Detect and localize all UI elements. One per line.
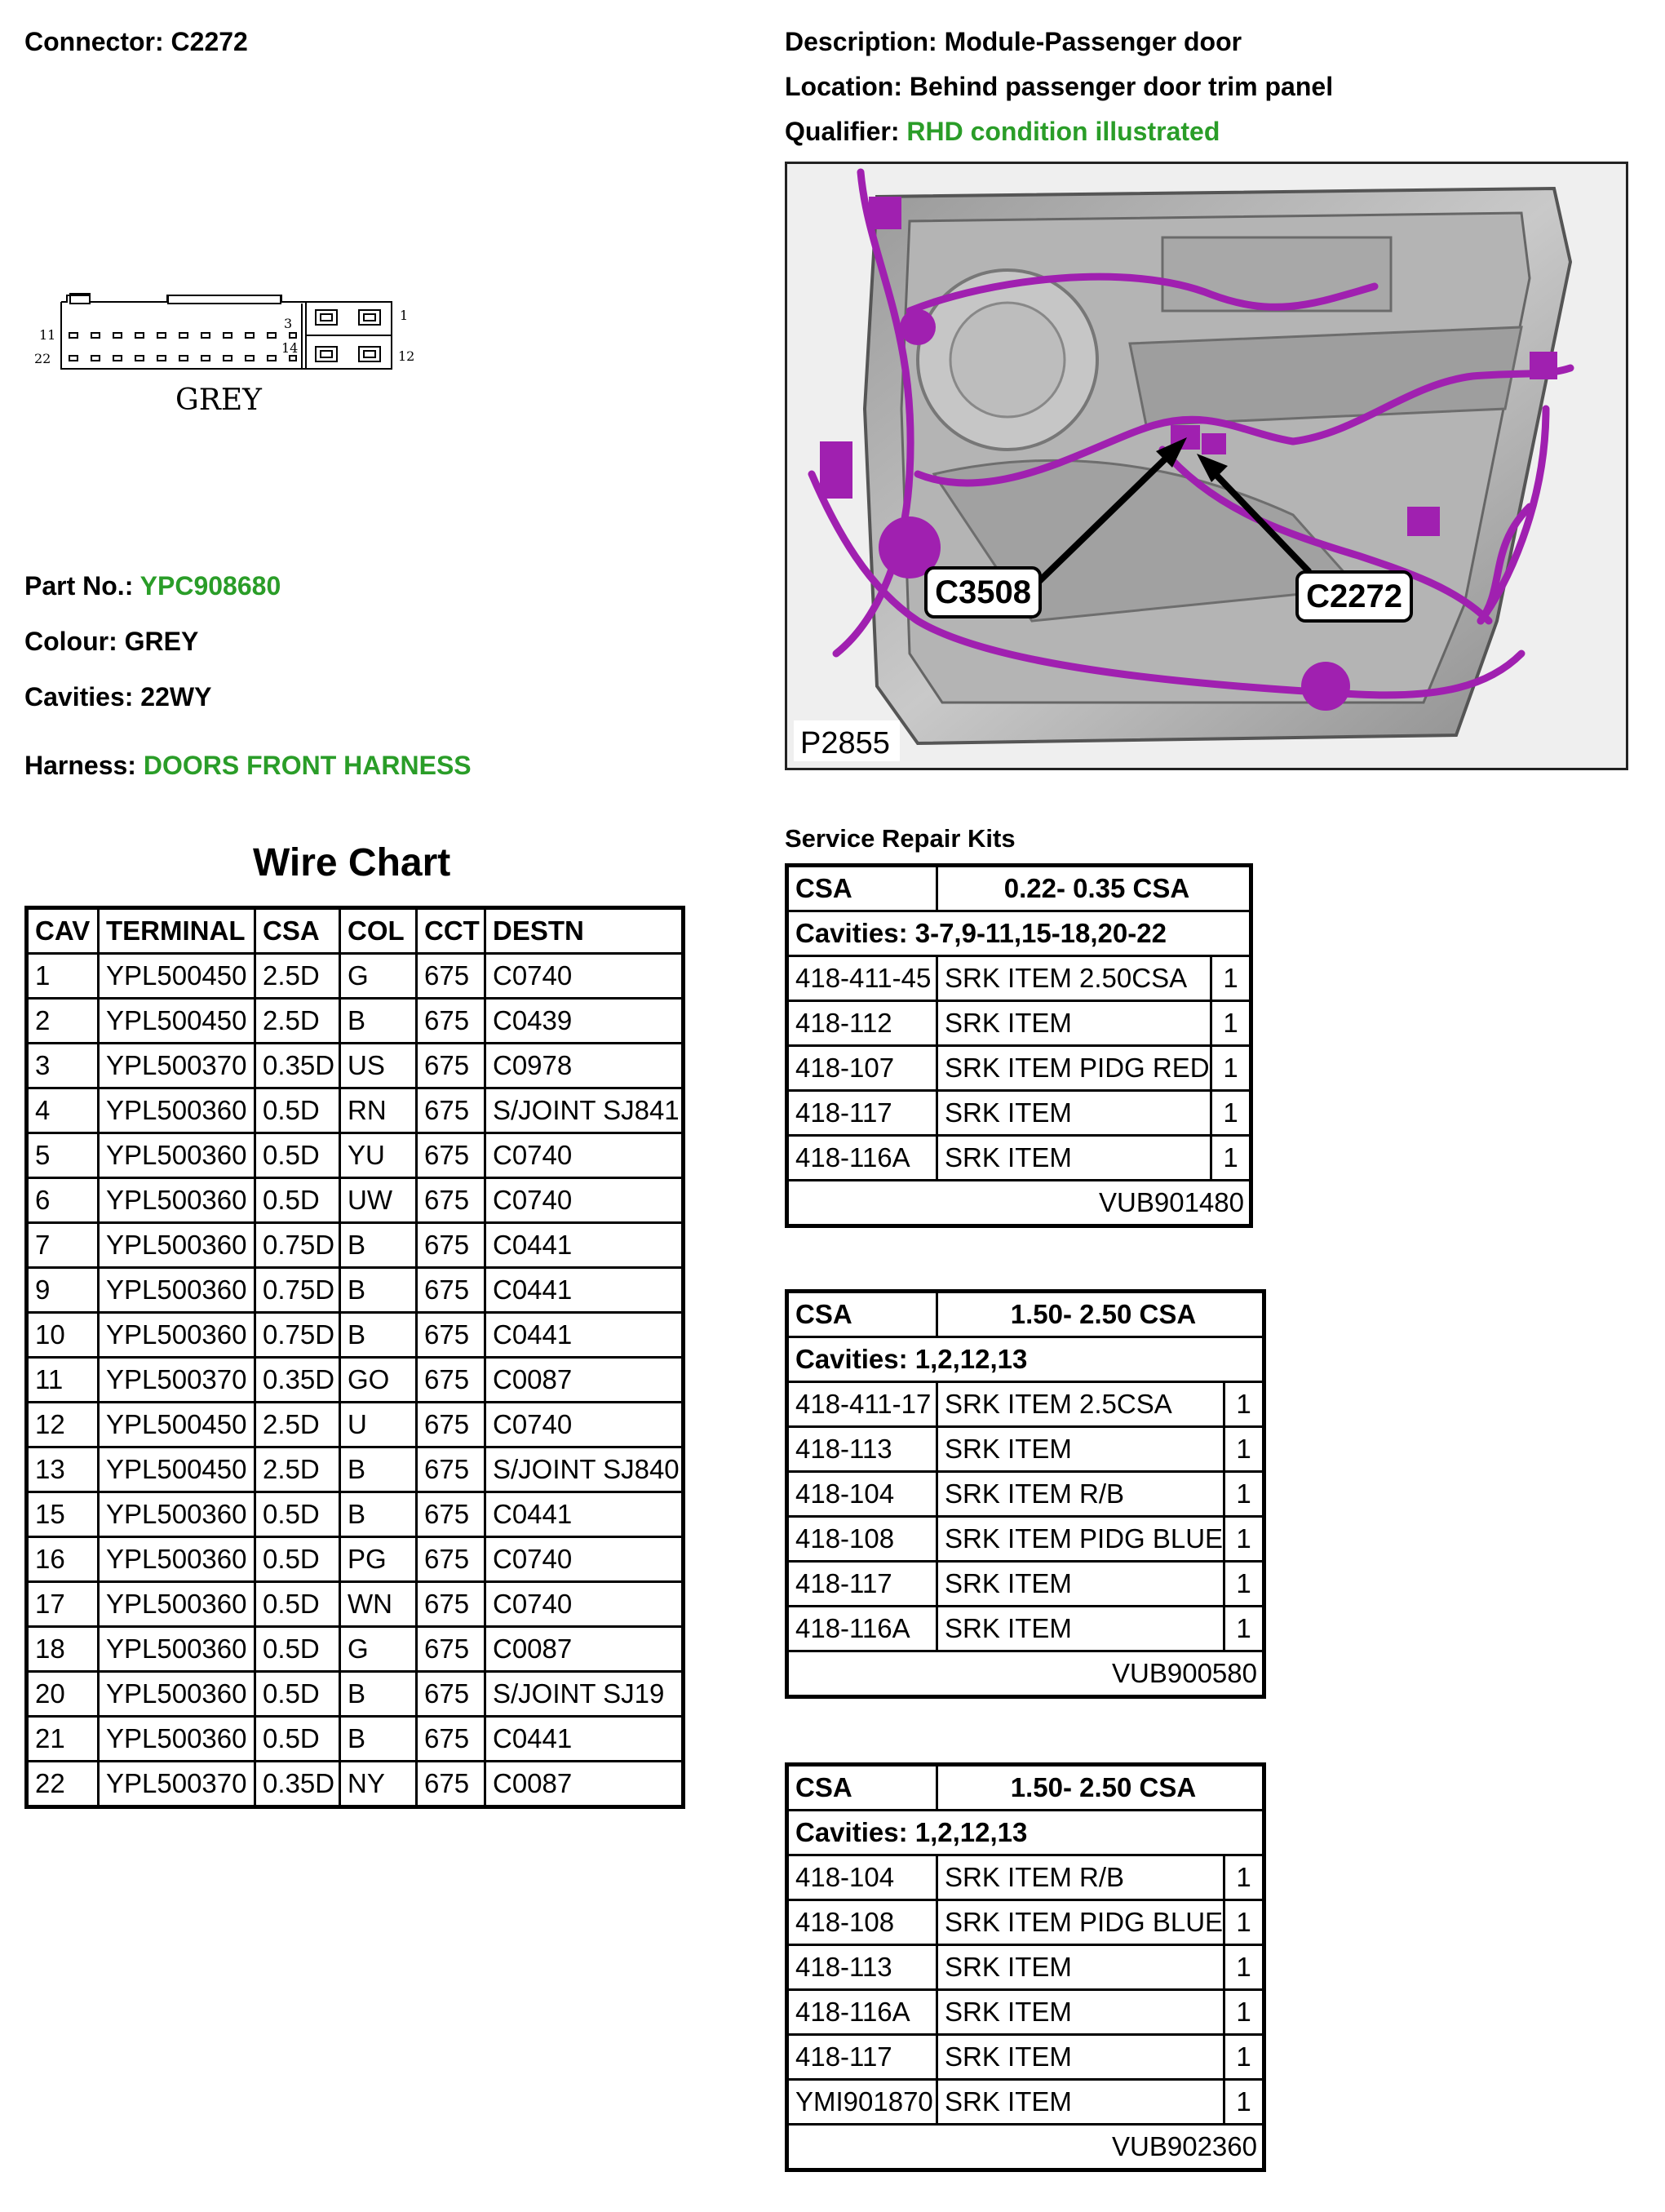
- cell-destn: C0441: [485, 1717, 684, 1762]
- cell-destn: C0439: [485, 999, 684, 1044]
- cell-col: UW: [340, 1178, 417, 1223]
- location-photo: [785, 162, 1628, 770]
- cell-col: B: [340, 1672, 417, 1717]
- cell-terminal: YPL500450: [99, 954, 255, 999]
- cell-csa: 0.75D: [255, 1313, 340, 1358]
- srk-item-row: [787, 1472, 1264, 1517]
- srk-item-desc: SRK ITEM R/B: [937, 1472, 1224, 1517]
- cell-cav: 2: [27, 999, 99, 1044]
- srk-item-part: 418-116A: [787, 1136, 937, 1181]
- srk-item-desc: SRK ITEM 2.50CSA: [937, 956, 1211, 1001]
- cell-cct: 675: [417, 1447, 485, 1492]
- cell-cav: 20: [27, 1672, 99, 1717]
- table-row: [27, 1717, 684, 1762]
- cell-csa: 0.5D: [255, 1582, 340, 1627]
- cell-col: U: [340, 1403, 417, 1447]
- cell-terminal: YPL500360: [99, 1088, 255, 1133]
- srk-item-row: [787, 1091, 1251, 1136]
- srk-item-part: 418-107: [787, 1046, 937, 1091]
- cell-csa: 0.5D: [255, 1492, 340, 1537]
- cell-destn: C0441: [485, 1313, 684, 1358]
- srk-item-part: 418-108: [787, 1900, 937, 1945]
- srk-item-row: [787, 1427, 1264, 1472]
- srk-item-qty: 1: [1211, 956, 1251, 1001]
- srk-item-row: [787, 2080, 1264, 2125]
- location-label: Location:: [785, 72, 902, 101]
- cell-cav: 13: [27, 1447, 99, 1492]
- cell-csa: 0.5D: [255, 1178, 340, 1223]
- cell-terminal: YPL500370: [99, 1358, 255, 1403]
- cell-cav: 10: [27, 1313, 99, 1358]
- table-row: [27, 1627, 684, 1672]
- srk-item-row: [787, 2035, 1264, 2080]
- cell-cct: 675: [417, 1717, 485, 1762]
- cell-col: B: [340, 999, 417, 1044]
- srk-item-qty: 1: [1211, 1046, 1251, 1091]
- cell-col: PG: [340, 1537, 417, 1582]
- table-row: [27, 1268, 684, 1313]
- cavities-label: Cavities:: [24, 682, 134, 711]
- cell-col: G: [340, 1627, 417, 1672]
- srk-item-row: [787, 1001, 1251, 1046]
- wire-chart-table: [24, 906, 685, 1809]
- harness-label: Harness:: [24, 751, 136, 780]
- cell-csa: 0.5D: [255, 1133, 340, 1178]
- connector-label: Connector:: [24, 27, 164, 56]
- srk-csa-range: 0.22- 0.35 CSA: [937, 866, 1251, 911]
- cell-destn: C0740: [485, 1133, 684, 1178]
- table-row: [27, 954, 684, 999]
- cell-csa: 0.5D: [255, 1627, 340, 1672]
- cell-csa: 2.5D: [255, 1403, 340, 1447]
- cell-cct: 675: [417, 1627, 485, 1672]
- cell-col: NY: [340, 1762, 417, 1807]
- srk-item-qty: 1: [1224, 1990, 1264, 2035]
- cell-terminal: YPL500360: [99, 1223, 255, 1268]
- srk-cavities: Cavities: 1,2,12,13: [787, 1811, 1264, 1855]
- cell-csa: 2.5D: [255, 999, 340, 1044]
- srk-item-part: 418-411-17: [787, 1382, 937, 1427]
- cell-destn: C0087: [485, 1627, 684, 1672]
- col-header-cct: CCT: [417, 908, 485, 954]
- srk-item-qty: 1: [1224, 1382, 1264, 1427]
- srk-cavities-row: [787, 1337, 1264, 1382]
- cell-terminal: YPL500360: [99, 1627, 255, 1672]
- srk-csa-range: 1.50- 2.50 CSA: [937, 1765, 1264, 1811]
- srk-item-qty: 1: [1211, 1091, 1251, 1136]
- connector-colour-text: GREY: [175, 383, 262, 417]
- cell-cct: 675: [417, 1582, 485, 1627]
- qualifier-line: [785, 117, 1220, 147]
- srk-item-desc: SRK ITEM PIDG BLUE: [937, 1900, 1224, 1945]
- srk-item-qty: 1: [1224, 1855, 1264, 1900]
- srk-item-qty: 1: [1224, 2035, 1264, 2080]
- cell-col: B: [340, 1717, 417, 1762]
- connector-value: C2272: [170, 27, 248, 56]
- srk-item-desc: SRK ITEM 2.5CSA: [937, 1382, 1224, 1427]
- cell-col: WN: [340, 1582, 417, 1627]
- cell-col: RN: [340, 1088, 417, 1133]
- table-row: [27, 1178, 684, 1223]
- cell-cct: 675: [417, 1313, 485, 1358]
- table-row: [27, 1358, 684, 1403]
- srk-item-qty: 1: [1224, 1517, 1264, 1562]
- srk-cavities: Cavities: 1,2,12,13: [787, 1337, 1264, 1382]
- srk-cavities-row: [787, 911, 1251, 956]
- srk-item-row: [787, 1136, 1251, 1181]
- srk-item-qty: 1: [1224, 1900, 1264, 1945]
- srk-item-desc: SRK ITEM R/B: [937, 1855, 1224, 1900]
- srk-item-part: 418-411-45: [787, 956, 937, 1001]
- cell-destn: C0740: [485, 1537, 684, 1582]
- srk-csa-label: CSA: [787, 866, 937, 911]
- srk-item-row: [787, 1562, 1264, 1607]
- cell-terminal: YPL500360: [99, 1133, 255, 1178]
- cell-cct: 675: [417, 1672, 485, 1717]
- srk-item-qty: 1: [1224, 1472, 1264, 1517]
- cell-col: G: [340, 954, 417, 999]
- srk-kit-number-row: [787, 2125, 1264, 2170]
- cell-col: B: [340, 1313, 417, 1358]
- wire-chart-title: Wire Chart: [253, 841, 451, 884]
- cell-csa: 2.5D: [255, 1447, 340, 1492]
- part-value: YPC908680: [139, 571, 281, 601]
- cell-csa: 0.5D: [255, 1717, 340, 1762]
- srk-item-desc: SRK ITEM: [937, 1427, 1224, 1472]
- srk-kit-number: VUB901480: [787, 1181, 1251, 1226]
- cell-terminal: YPL500450: [99, 1403, 255, 1447]
- wire-chart-header-row: [27, 908, 684, 954]
- srk-cavities-row: [787, 1811, 1264, 1855]
- srk-item-desc: SRK ITEM: [937, 2035, 1224, 2080]
- srk-header-row: [787, 1765, 1264, 1811]
- srk-header-row: [787, 866, 1251, 911]
- srk-item-desc: SRK ITEM: [937, 2080, 1224, 2125]
- srk-item-desc: SRK ITEM: [937, 1607, 1224, 1651]
- cell-terminal: YPL500360: [99, 1672, 255, 1717]
- cavities-line: [24, 682, 211, 712]
- cell-cav: 6: [27, 1178, 99, 1223]
- table-row: [27, 1582, 684, 1627]
- srk-item-row: [787, 1855, 1264, 1900]
- cell-destn: C0441: [485, 1492, 684, 1537]
- cell-destn: C0740: [485, 1403, 684, 1447]
- cell-csa: 0.5D: [255, 1088, 340, 1133]
- cell-cav: 12: [27, 1403, 99, 1447]
- cell-col: B: [340, 1492, 417, 1537]
- srk-item-part: YMI901870: [787, 2080, 937, 2125]
- srk-item-row: [787, 1046, 1251, 1091]
- cell-cav: 21: [27, 1717, 99, 1762]
- cell-cav: 9: [27, 1268, 99, 1313]
- srk-item-qty: 1: [1224, 1562, 1264, 1607]
- cell-cav: 11: [27, 1358, 99, 1403]
- srk-item-desc: SRK ITEM: [937, 1945, 1224, 1990]
- cell-cct: 675: [417, 1537, 485, 1582]
- part-number-line: [24, 571, 281, 601]
- cell-cav: 16: [27, 1537, 99, 1582]
- cell-cav: 3: [27, 1044, 99, 1088]
- cell-destn: C0087: [485, 1762, 684, 1807]
- cell-cav: 7: [27, 1223, 99, 1268]
- description-label: Description:: [785, 27, 937, 56]
- cell-terminal: YPL500360: [99, 1492, 255, 1537]
- pin-label-1: 1: [400, 308, 409, 323]
- srk-item-qty: 1: [1224, 1607, 1264, 1651]
- cell-destn: S/JOINT SJ841: [485, 1088, 684, 1133]
- cell-cav: 15: [27, 1492, 99, 1537]
- srk-item-qty: 1: [1211, 1001, 1251, 1046]
- cell-cct: 675: [417, 999, 485, 1044]
- callout-c2272: C2272: [1306, 578, 1402, 614]
- cell-cct: 675: [417, 1492, 485, 1537]
- cell-destn: C0740: [485, 1178, 684, 1223]
- table-row: [27, 1762, 684, 1807]
- srk-item-qty: 1: [1224, 1427, 1264, 1472]
- cell-csa: 0.35D: [255, 1044, 340, 1088]
- srk-item-desc: SRK ITEM PIDG RED: [937, 1046, 1211, 1091]
- cell-cav: 4: [27, 1088, 99, 1133]
- table-row: [27, 1133, 684, 1178]
- cell-cct: 675: [417, 1403, 485, 1447]
- cell-cav: 18: [27, 1627, 99, 1672]
- photo-ref: P2855: [800, 726, 890, 760]
- srk-table-3: [785, 1762, 1266, 2172]
- col-header-destn: DESTN: [485, 908, 684, 954]
- table-row: [27, 1403, 684, 1447]
- srk-item-row: [787, 1382, 1264, 1427]
- cell-cav: 22: [27, 1762, 99, 1807]
- cell-terminal: YPL500450: [99, 999, 255, 1044]
- cell-terminal: YPL500370: [99, 1044, 255, 1088]
- srk-csa-label: CSA: [787, 1765, 937, 1811]
- srk-header-row: [787, 1292, 1264, 1337]
- srk-item-desc: SRK ITEM: [937, 1990, 1224, 2035]
- table-row: [27, 1088, 684, 1133]
- description-value: Module-Passenger door: [944, 27, 1242, 56]
- table-row: [27, 999, 684, 1044]
- srk-item-qty: 1: [1224, 1945, 1264, 1990]
- cell-csa: 0.35D: [255, 1762, 340, 1807]
- srk-item-part: 418-117: [787, 1091, 937, 1136]
- col-header-cav: CAV: [27, 908, 99, 954]
- srk-item-row: [787, 1607, 1264, 1651]
- srk-kit-number-row: [787, 1651, 1264, 1697]
- part-label: Part No.:: [24, 571, 134, 601]
- cell-cav: 5: [27, 1133, 99, 1178]
- srk-item-part: 418-116A: [787, 1990, 937, 2035]
- pin-label-11: 11: [39, 327, 56, 343]
- table-row: [27, 1672, 684, 1717]
- location-value: Behind passenger door trim panel: [909, 72, 1334, 101]
- cell-cav: 17: [27, 1582, 99, 1627]
- cell-destn: C0441: [485, 1268, 684, 1313]
- cell-terminal: YPL500360: [99, 1717, 255, 1762]
- srk-item-part: 418-113: [787, 1945, 937, 1990]
- table-row: [27, 1044, 684, 1088]
- colour-value: GREY: [124, 627, 199, 656]
- cell-col: B: [340, 1223, 417, 1268]
- srk-item-row: [787, 1517, 1264, 1562]
- cell-col: GO: [340, 1358, 417, 1403]
- location-line: [785, 72, 1333, 102]
- srk-item-row: [787, 1990, 1264, 2035]
- cell-cct: 675: [417, 1133, 485, 1178]
- srk-kit-number-row: [787, 1181, 1251, 1226]
- cell-cct: 675: [417, 1223, 485, 1268]
- cell-destn: C0978: [485, 1044, 684, 1088]
- srk-kit-number: VUB902360: [787, 2125, 1264, 2170]
- pin-label-12: 12: [398, 348, 415, 364]
- qualifier-value: RHD condition illustrated: [906, 117, 1220, 146]
- cell-csa: 0.5D: [255, 1672, 340, 1717]
- cell-csa: 0.75D: [255, 1268, 340, 1313]
- cell-csa: 2.5D: [255, 954, 340, 999]
- connector-face-diagram: [24, 277, 432, 441]
- cell-destn: S/JOINT SJ840: [485, 1447, 684, 1492]
- table-row: [27, 1223, 684, 1268]
- cell-terminal: YPL500450: [99, 1447, 255, 1492]
- srk-title: Service Repair Kits: [785, 824, 1016, 853]
- cell-cct: 675: [417, 1358, 485, 1403]
- cell-terminal: YPL500360: [99, 1582, 255, 1627]
- cell-destn: C0441: [485, 1223, 684, 1268]
- srk-item-part: 418-108: [787, 1517, 937, 1562]
- cell-cct: 675: [417, 1762, 485, 1807]
- cavities-value: 22WY: [140, 682, 212, 711]
- colour-label: Colour:: [24, 627, 117, 656]
- harness-value: DOORS FRONT HARNESS: [143, 751, 472, 780]
- table-row: [27, 1447, 684, 1492]
- cell-terminal: YPL500360: [99, 1537, 255, 1582]
- cell-terminal: YPL500370: [99, 1762, 255, 1807]
- srk-item-row: [787, 1900, 1264, 1945]
- cell-terminal: YPL500360: [99, 1313, 255, 1358]
- srk-item-row: [787, 956, 1251, 1001]
- cell-col: US: [340, 1044, 417, 1088]
- srk-item-qty: 1: [1224, 2080, 1264, 2125]
- srk-item-part: 418-117: [787, 2035, 937, 2080]
- pin-label-22: 22: [34, 351, 51, 366]
- srk-cavities: Cavities: 3-7,9-11,15-18,20-22: [787, 911, 1251, 956]
- srk-csa-label: CSA: [787, 1292, 937, 1337]
- srk-item-row: [787, 1945, 1264, 1990]
- cell-cct: 675: [417, 1044, 485, 1088]
- col-header-col: COL: [340, 908, 417, 954]
- cell-col: B: [340, 1268, 417, 1313]
- srk-item-part: 418-112: [787, 1001, 937, 1046]
- cell-cav: 1: [27, 954, 99, 999]
- srk-item-desc: SRK ITEM: [937, 1562, 1224, 1607]
- pin-label-3: 3: [284, 316, 293, 331]
- cell-cct: 675: [417, 1268, 485, 1313]
- srk-csa-range: 1.50- 2.50 CSA: [937, 1292, 1264, 1337]
- description-line: [785, 27, 1242, 57]
- srk-item-desc: SRK ITEM: [937, 1001, 1211, 1046]
- cell-destn: S/JOINT SJ19: [485, 1672, 684, 1717]
- cell-destn: C0740: [485, 954, 684, 999]
- harness-line: [24, 751, 472, 781]
- qualifier-label: Qualifier:: [785, 117, 900, 146]
- pin-label-14: 14: [281, 340, 299, 356]
- colour-line: [24, 627, 198, 657]
- srk-item-desc: SRK ITEM: [937, 1136, 1211, 1181]
- srk-item-qty: 1: [1211, 1136, 1251, 1181]
- cell-destn: C0740: [485, 1582, 684, 1627]
- cell-terminal: YPL500360: [99, 1178, 255, 1223]
- cell-csa: 0.35D: [255, 1358, 340, 1403]
- table-row: [27, 1537, 684, 1582]
- col-header-csa: CSA: [255, 908, 340, 954]
- cell-col: YU: [340, 1133, 417, 1178]
- cell-cct: 675: [417, 954, 485, 999]
- srk-item-desc: SRK ITEM: [937, 1091, 1211, 1136]
- srk-table-2: [785, 1289, 1266, 1699]
- srk-item-part: 418-104: [787, 1855, 937, 1900]
- srk-item-desc: SRK ITEM PIDG BLUE: [937, 1517, 1224, 1562]
- srk-item-part: 418-104: [787, 1472, 937, 1517]
- cell-col: B: [340, 1447, 417, 1492]
- connector-heading: [24, 27, 248, 57]
- table-row: [27, 1313, 684, 1358]
- col-header-terminal: TERMINAL: [99, 908, 255, 954]
- cell-csa: 0.75D: [255, 1223, 340, 1268]
- cell-csa: 0.5D: [255, 1537, 340, 1582]
- cell-cct: 675: [417, 1178, 485, 1223]
- srk-item-part: 418-116A: [787, 1607, 937, 1651]
- srk-table-1: [785, 863, 1253, 1228]
- cell-destn: C0087: [485, 1358, 684, 1403]
- cell-terminal: YPL500360: [99, 1268, 255, 1313]
- srk-item-part: 418-117: [787, 1562, 937, 1607]
- table-row: [27, 1492, 684, 1537]
- callout-c3508: C3508: [935, 574, 1031, 610]
- cell-cct: 675: [417, 1088, 485, 1133]
- srk-kit-number: VUB900580: [787, 1651, 1264, 1697]
- srk-item-part: 418-113: [787, 1427, 937, 1472]
- door-illustration: [787, 164, 1626, 768]
